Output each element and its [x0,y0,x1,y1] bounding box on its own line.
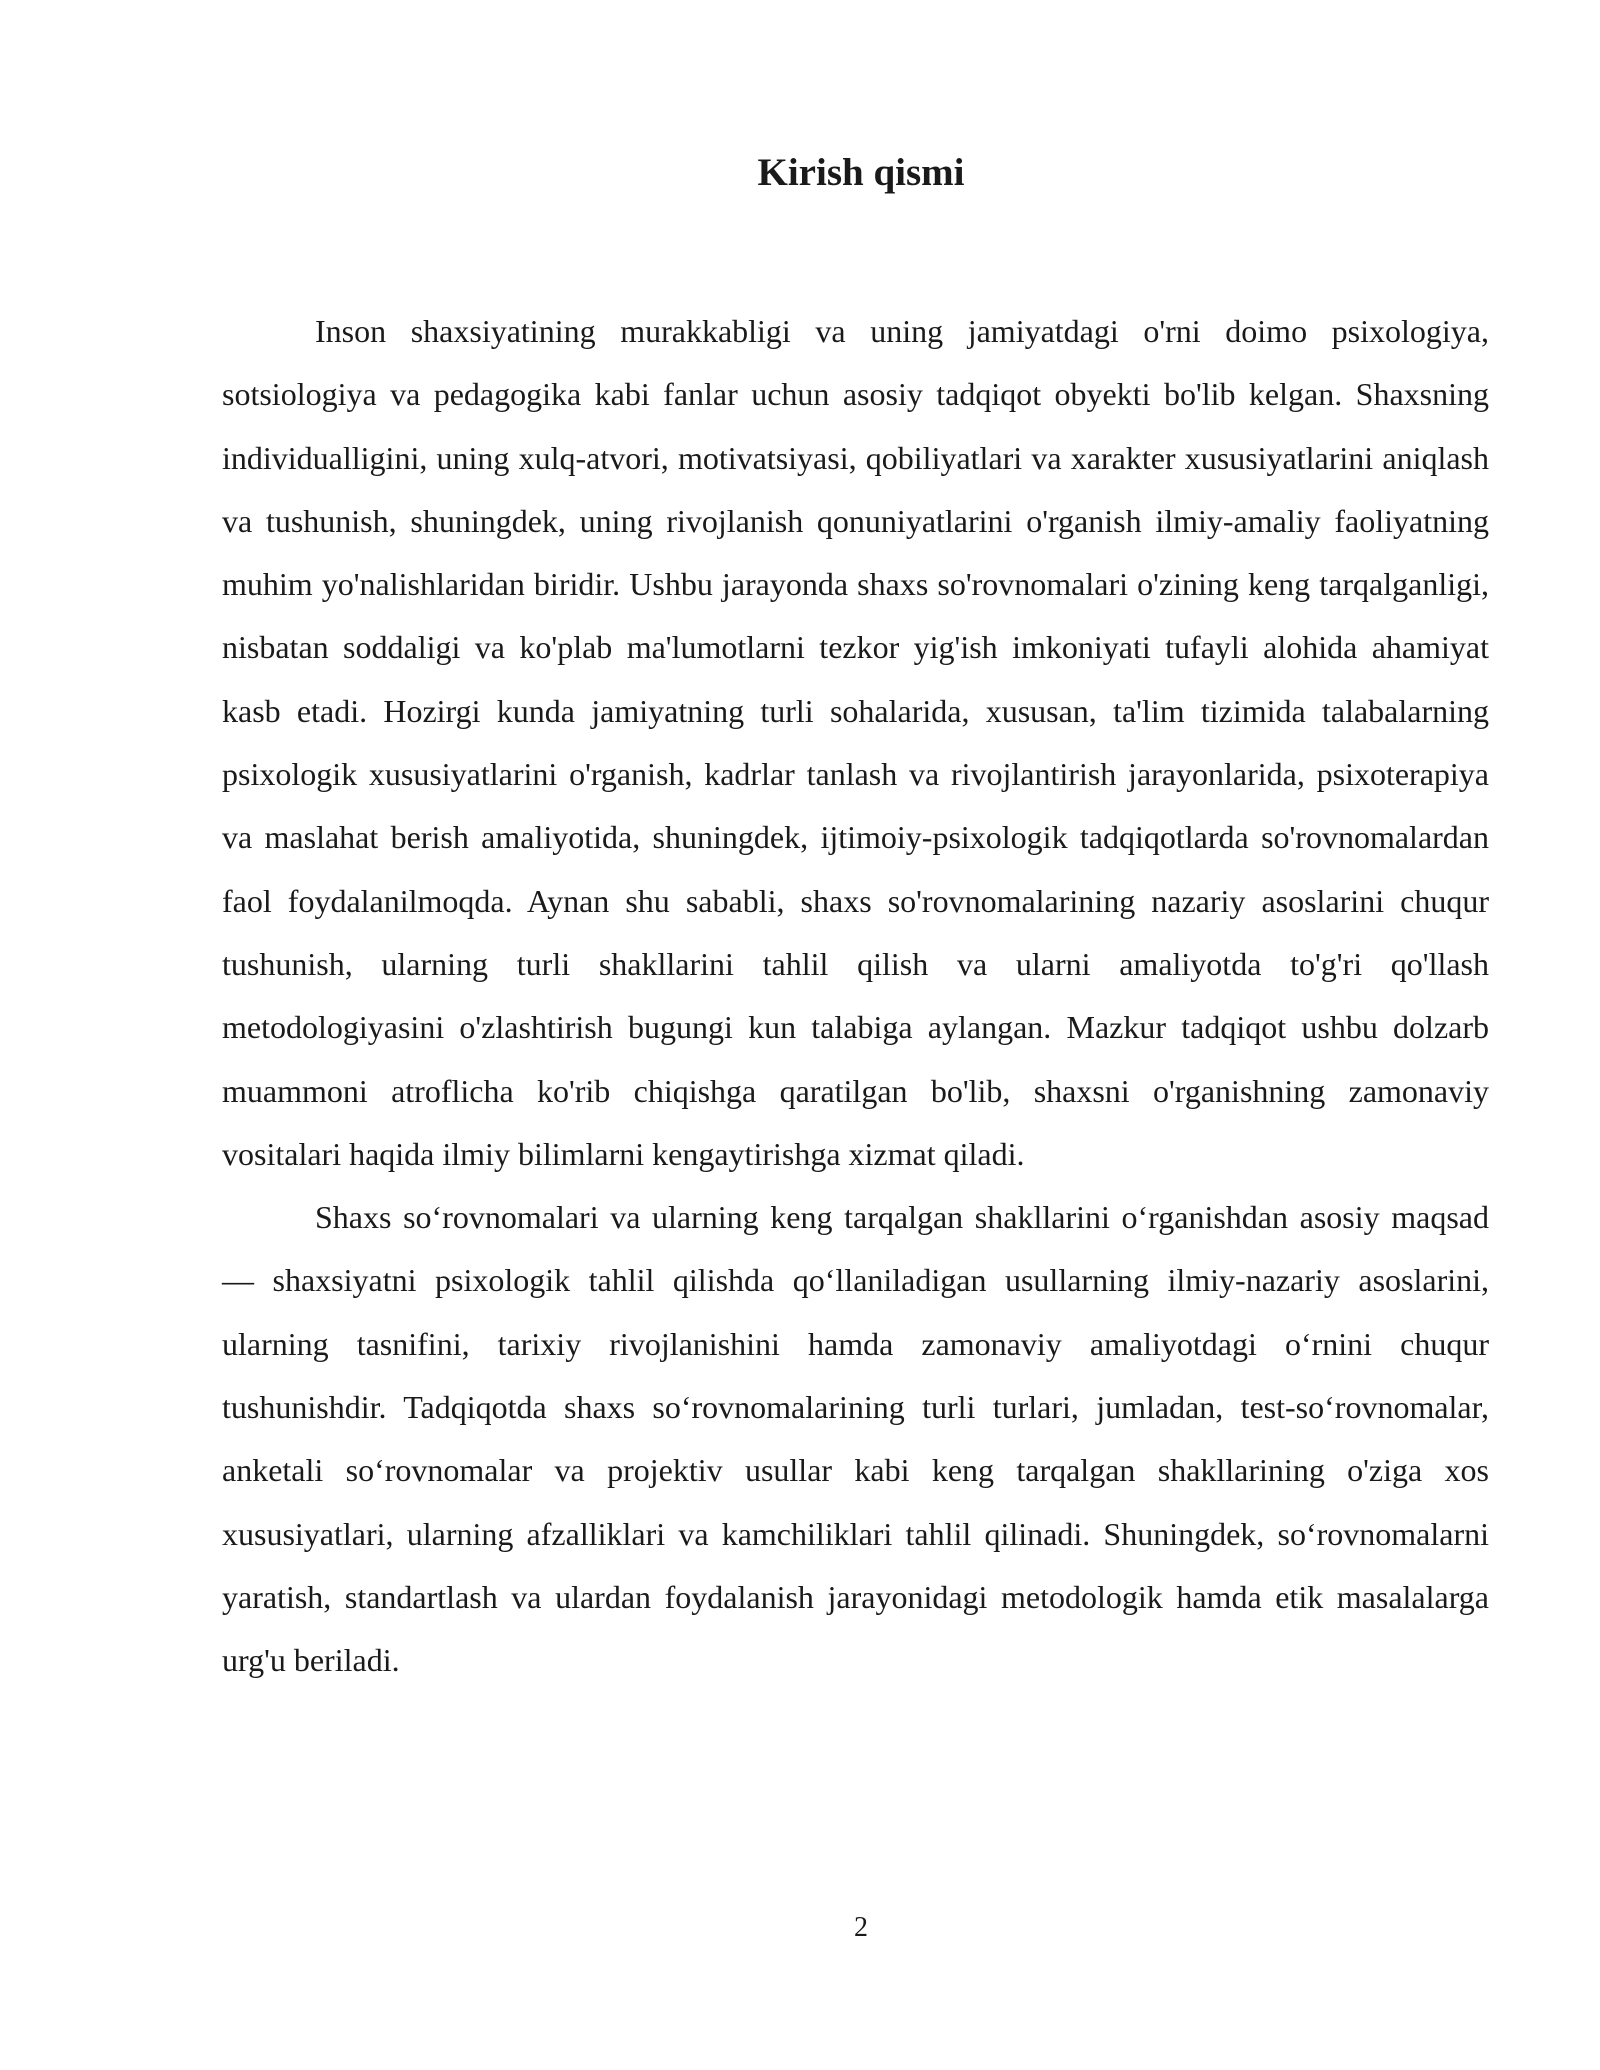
page-title: Kirish qismi [757,151,965,194]
paragraph-2: Shaxs so‘rovnomalari va ularning keng tarqalgan shakllarini o‘rganishdan asosiy maqsad — shaxsiyatni psixologik tahlil qilishda qo‘llaniladigan usullarning ilmiy-nazariy asoslarini, ularning tasnifini, tarixiy rivojlanishini hamda zamonaviy amaliyotdagi o‘rnini chuqur tushunishdir. Tadqiqotda shaxs so‘rovnomalarining turli turlari, jumladan, test-so‘rovnomalar, anketali so‘rovnomalar va projektiv usullar kabi keng tarqalgan shakllarining o'ziga xos xususiyatlari, ularning afzalliklari va kamchiliklari tahlil qilinadi. Shuningdek, so‘rovnomalarni yaratish, standartlash va ulardan foydalanish jarayonidagi metodologik hamda etik masalalarga urg'u beriladi. [222,1199,1489,1679]
page-number: 2 [854,1912,868,1943]
body-text [222,300,1489,1693]
paragraph-1: Inson shaxsiyatining murakkabligi va uning jamiyatdagi o'rni doimo psixologiya, sotsiologiya va pedagogika kabi fanlar uchun asosiy tadqiqot obyekti bo'lib kelgan. Shaxsning individualligini, uning xulq-atvori, motivatsiyasi, qobiliyatlari va xarakter xususiyatlarini aniqlash va tushunish, shuningdek, uning rivojlanish qonuniyatlarini o'rganish ilmiy-amaliy faoliyatning muhim yo'nalishlaridan biridir. Ushbu jarayonda shaxs so'rovnomalari o'zining keng tarqalganligi, nisbatan soddaligi va ko'plab ma'lumotlarni tezkor yig'ish imkoniyati tufayli alohida ahamiyat kasb etadi. Hozirgi kunda jamiyatning turli sohalarida, xususan, ta'lim tizimida talabalarning psixologik xususiyatlarini o'rganish, kadrlar tanlash va rivojlantirish jarayonlarida, psixoterapiya va maslahat berish amaliyotida, shuningdek, ijtimoiy-psixologik tadqiqotlarda so'rovnomalardan faol foydalanilmoqda. Aynan shu sababli, shaxs so'rovnomalarining nazariy asoslarini chuqur tushunish, ularning turli shakllarini tahlil qilish va ularni amaliyotda to'g'ri qo'llash metodologiyasini o'zlashtirish bugungi kun talabiga aylangan. Mazkur tadqiqot ushbu dolzarb muammoni atroflicha ko'rib chiqishga qaratilgan bo'lib, shaxsni o'rganishning zamonaviy vositalari haqida ilmiy bilimlarni kengaytirishga xizmat qiladi. [222,313,1489,1172]
